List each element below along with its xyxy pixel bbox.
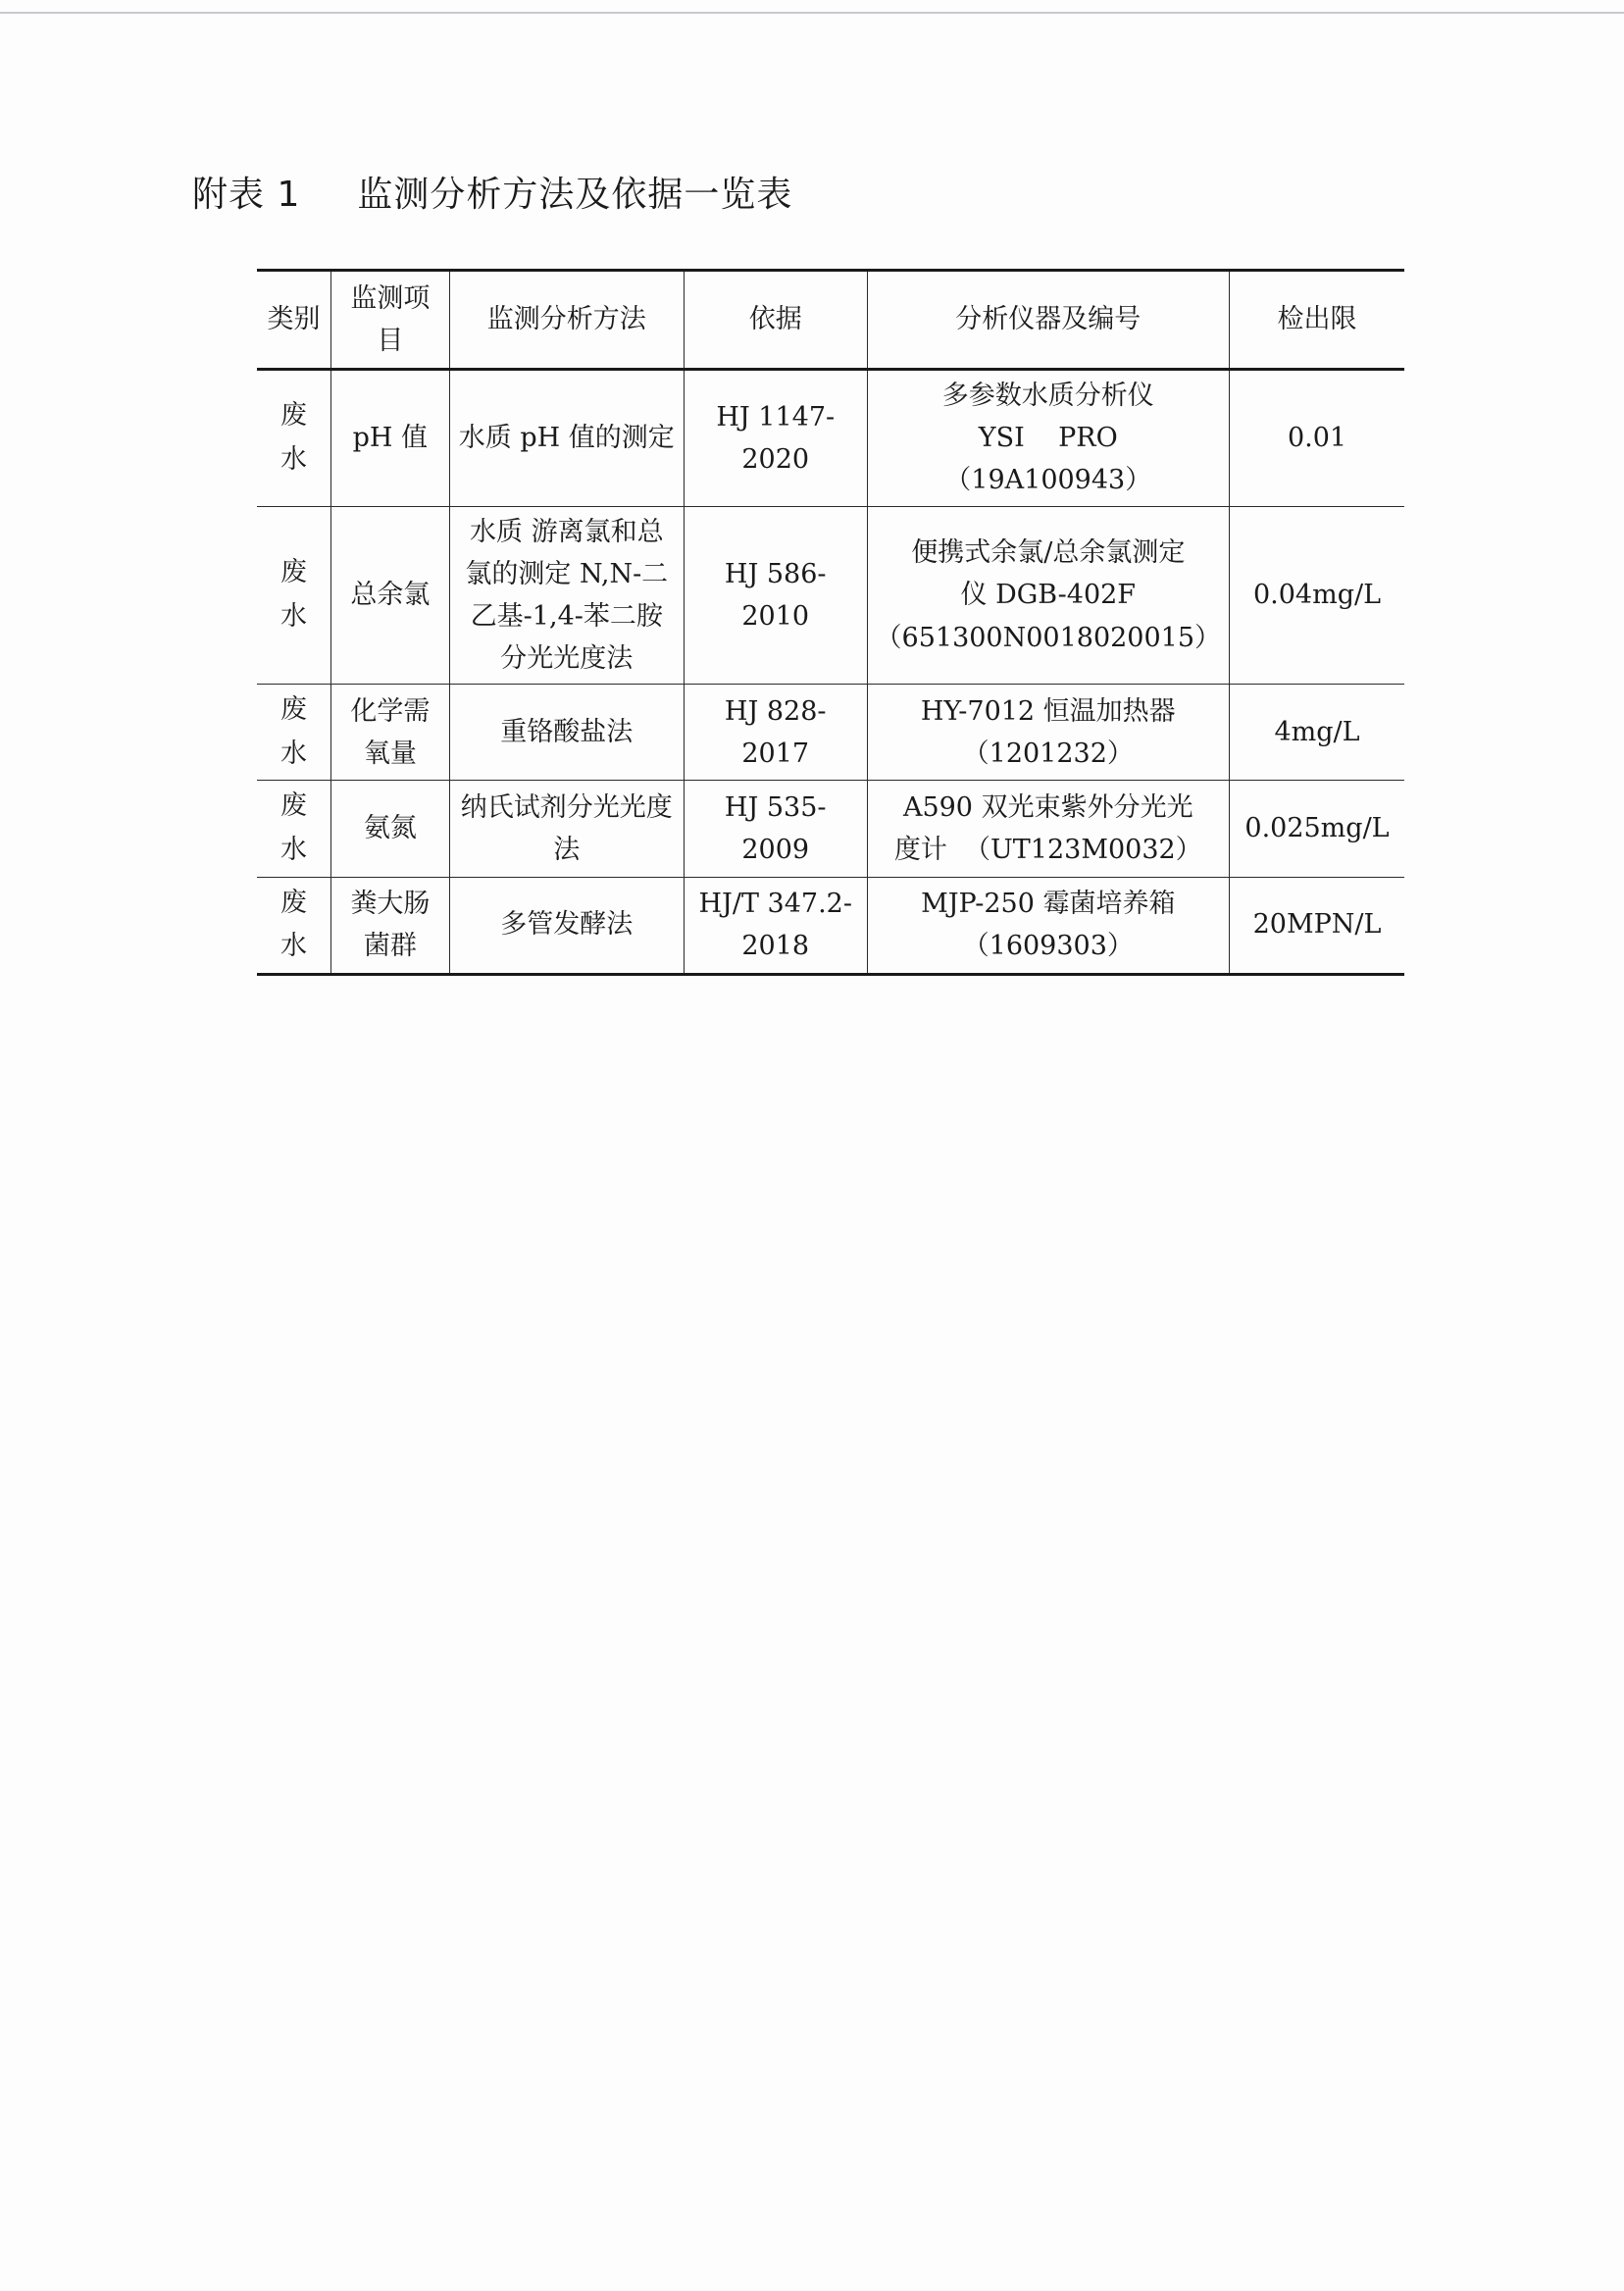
cell-category xyxy=(257,506,331,685)
cell-item xyxy=(331,781,450,877)
cell-item xyxy=(331,506,450,685)
cell-limit: 20MPN/L xyxy=(1230,877,1404,974)
table-row xyxy=(257,685,1404,781)
item-line: pH 值 xyxy=(352,423,429,454)
method-line: 重铬酸盐法 xyxy=(500,717,634,748)
category-char: 水 xyxy=(280,834,308,865)
category-char: 废 xyxy=(280,557,308,588)
method-line: 水质 游离氯和总 xyxy=(469,516,664,547)
method-line: 氯的测定 N,N-二 xyxy=(465,558,669,589)
basis-line: HJ 828-2017 xyxy=(724,695,827,769)
cell-basis xyxy=(684,370,867,507)
cell-instrument xyxy=(867,877,1229,974)
table-row xyxy=(257,506,1404,685)
instrument-line: HY-7012 恒温加热器 xyxy=(920,695,1176,727)
header-item: 监测项目 xyxy=(331,271,450,370)
instrument-line: 多参数水质分析仪 xyxy=(941,381,1154,411)
method-line: 乙基-1,4-苯二胺 xyxy=(470,600,663,632)
method-line: 分光光度法 xyxy=(500,643,634,675)
table-row xyxy=(257,781,1404,877)
instrument-line: 仪 DGB-402F xyxy=(960,580,1137,611)
cell-category xyxy=(257,781,331,877)
instrument-line: 便携式余氯/总余氯测定 xyxy=(911,537,1186,569)
header-method: 监测分析方法 xyxy=(449,271,684,370)
category-char: 废 xyxy=(280,790,308,822)
instrument-line: （651300N0018020015） xyxy=(875,622,1222,653)
header-limit: 检出限 xyxy=(1230,271,1404,370)
category-char: 水 xyxy=(280,600,308,632)
category-char: 废 xyxy=(280,694,308,726)
cell-method xyxy=(449,370,684,507)
cell-instrument xyxy=(867,370,1229,507)
item-line: 化学需 xyxy=(350,695,431,727)
cell-basis xyxy=(684,877,867,974)
method-line: 水质 pH 值的测定 xyxy=(458,423,675,454)
cell-instrument xyxy=(867,506,1229,685)
cell-limit: 4mg/L xyxy=(1230,685,1404,781)
instrument-line: 度计 （UT123M0032） xyxy=(893,834,1202,865)
basis-line: HJ 1147-2020 xyxy=(716,401,836,475)
appendix-label: 附表 1 xyxy=(192,175,301,215)
item-line: 总余氯 xyxy=(350,580,431,611)
method-line: 多管发酵法 xyxy=(500,909,634,941)
header-basis: 依据 xyxy=(684,271,867,370)
item-line: 氨氮 xyxy=(363,813,417,844)
item-line: 菌群 xyxy=(363,931,417,962)
category-char: 废 xyxy=(280,887,308,918)
basis-line: HJ 535-2009 xyxy=(724,791,827,865)
cell-basis xyxy=(684,506,867,685)
item-line: 氧量 xyxy=(363,738,417,769)
cell-category xyxy=(257,877,331,974)
instrument-line: （1609303） xyxy=(962,931,1134,962)
basis-line: HJ 586-2010 xyxy=(724,558,827,632)
instrument-line: A590 双光束紫外分光光 xyxy=(902,791,1193,823)
cell-item xyxy=(331,877,450,974)
cell-basis xyxy=(684,685,867,781)
basis-line: 2018 xyxy=(741,931,810,962)
cell-instrument xyxy=(867,781,1229,877)
method-line: 纳氏试剂分光光度 xyxy=(460,791,673,823)
instrument-line: （1201232） xyxy=(962,738,1134,769)
table-row xyxy=(257,370,1404,507)
cell-method xyxy=(449,685,684,781)
table-row xyxy=(257,877,1404,974)
cell-category xyxy=(257,685,331,781)
cell-method xyxy=(449,506,684,685)
category-char: 水 xyxy=(280,931,308,962)
cell-limit: 0.04mg/L xyxy=(1230,506,1404,685)
cell-category xyxy=(257,370,331,507)
instrument-line: YSI PRO xyxy=(978,423,1118,454)
page-title xyxy=(192,167,792,217)
cell-item xyxy=(331,370,450,507)
cell-item xyxy=(331,685,450,781)
category-char: 水 xyxy=(280,738,308,769)
cell-limit: 0.025mg/L xyxy=(1230,781,1404,877)
methods-table xyxy=(257,269,1404,976)
cell-method xyxy=(449,781,684,877)
instrument-line: （19A100943） xyxy=(944,465,1152,496)
cell-method xyxy=(449,877,684,974)
cell-limit: 0.01 xyxy=(1230,370,1404,507)
header-instrument: 分析仪器及编号 xyxy=(867,271,1229,370)
table-header-row xyxy=(257,271,1404,370)
basis-line: HJ/T 347.2- xyxy=(698,888,852,919)
category-char: 水 xyxy=(280,443,308,475)
category-char: 废 xyxy=(280,400,308,432)
cell-instrument xyxy=(867,685,1229,781)
method-line: 法 xyxy=(553,834,581,865)
appendix-title: 监测分析方法及依据一览表 xyxy=(357,175,793,215)
item-line: 粪大肠 xyxy=(350,888,431,919)
header-category: 类别 xyxy=(257,271,331,370)
cell-basis xyxy=(684,781,867,877)
scan-top-edge xyxy=(0,12,1624,14)
instrument-line: MJP-250 霉菌培养箱 xyxy=(921,888,1176,919)
